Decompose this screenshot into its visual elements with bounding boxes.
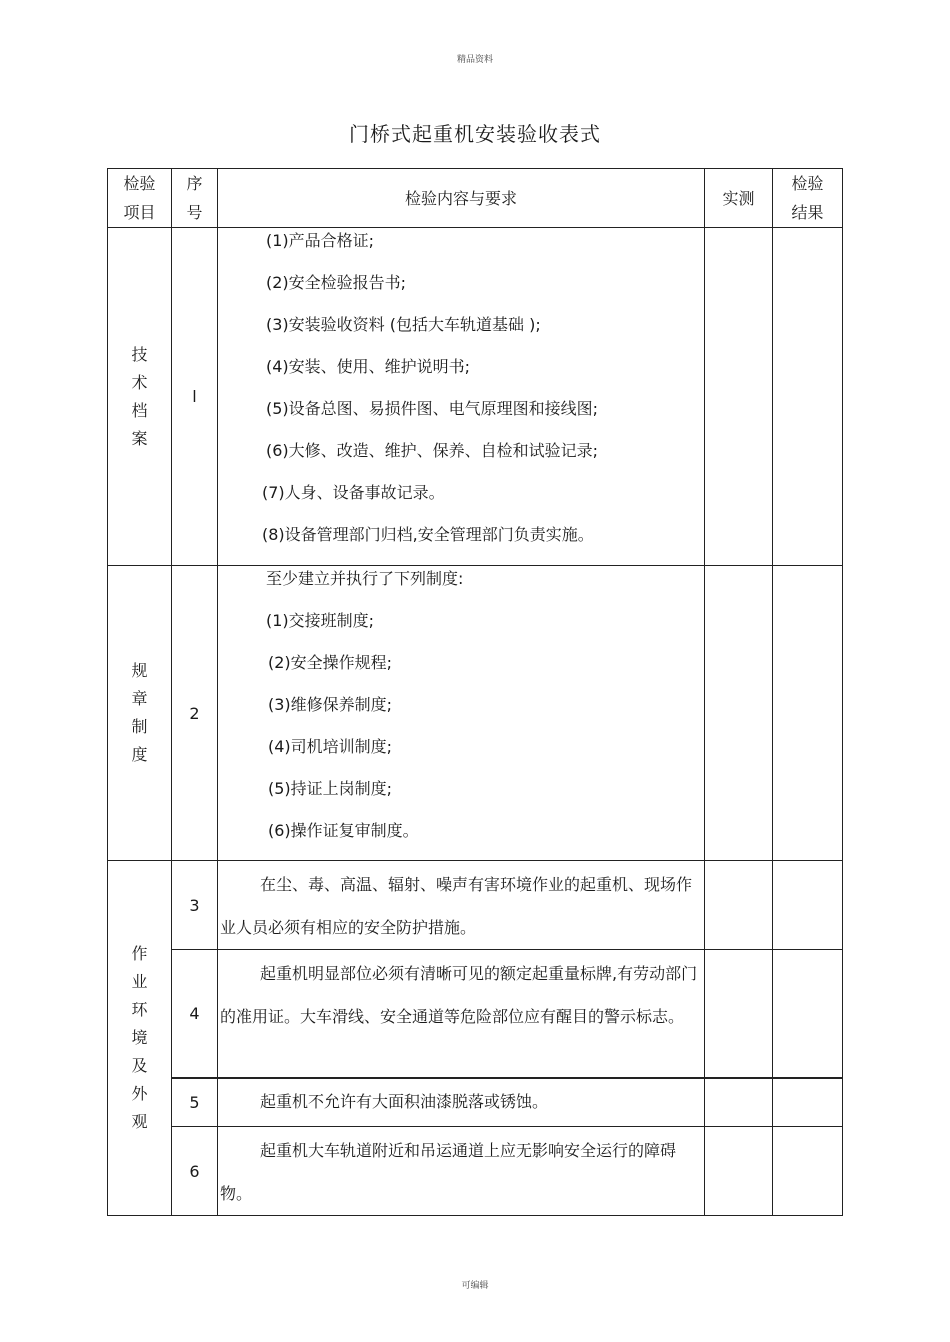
list-item: (5)设备总图、易损件图、电气原理图和接线图; (266, 399, 599, 418)
result-cell (773, 566, 843, 861)
header-seq: 序 号 (172, 169, 218, 228)
paragraph-first-line: 在尘、毒、高温、辐射、噪声有害环境作业的起重 (260, 875, 613, 894)
paragraph-rest: 机、现场作业人员必须有相应的安全防护措施。 (220, 875, 693, 937)
measured-cell (705, 566, 773, 861)
list-item: (3)维修保养制度; (268, 695, 393, 714)
seq-cell: 2 (172, 566, 218, 861)
list-item: 至少建立并执行了下列制度: (266, 569, 464, 588)
table-row (108, 566, 843, 861)
paragraph-first-line: 起重机大车轨道附近和吊运通道上应无影响安全 (260, 1141, 597, 1160)
content-cell (218, 1127, 705, 1216)
measured-cell (705, 861, 773, 950)
list-item: (6)大修、改造、维护、保养、自检和试验记录; (266, 441, 599, 460)
content-cell (218, 228, 705, 566)
measured-cell (705, 228, 773, 566)
seq-cell: 3 (172, 861, 218, 950)
header-measured: 实测 (705, 169, 773, 228)
list-item: (3)安装验收资料 (包括大车轨道基础 ); (266, 315, 541, 334)
list-item: (4)司机培训制度; (268, 737, 393, 756)
list-item: (6)操作证复审制度。 (268, 821, 419, 840)
list-item: (7)人身、设备事故记录。 (262, 483, 445, 502)
header-category: 检验 项目 (108, 169, 172, 228)
list-item: (2)安全检验报告书; (266, 273, 407, 292)
header-content: 检验内容与要求 (218, 169, 705, 228)
category-cell: 作 业 环 境 及 外 观 (108, 861, 172, 1216)
content-cell (218, 950, 705, 1078)
paragraph-first-line: 起重机不允许有大面积油漆脱落或锈蚀。 (260, 1092, 549, 1112)
seq-cell: 4 (172, 950, 218, 1078)
seq-cell: 6 (172, 1127, 218, 1216)
table-row (108, 1078, 843, 1127)
table-row (108, 950, 843, 1078)
measured-cell (705, 1078, 773, 1127)
content-cell (218, 1078, 705, 1127)
result-cell (773, 861, 843, 950)
header-row (108, 169, 843, 228)
list-item: (4)安装、使用、维护说明书; (266, 357, 471, 376)
category-cell: 技 术 档 案 (108, 228, 172, 566)
seq-cell: 5 (172, 1078, 218, 1127)
result-cell (773, 1078, 843, 1127)
inspection-table (107, 168, 843, 1216)
content-cell (218, 566, 705, 861)
table-row (108, 1127, 843, 1216)
measured-cell (705, 1127, 773, 1216)
category-cell: 规 章 制 度 (108, 566, 172, 861)
list-item: (1)交接班制度; (266, 611, 375, 630)
paragraph-first-line: 起重机明显部位必须有清晰可见的额定起重量标 (260, 964, 597, 983)
result-cell (773, 228, 843, 566)
page-header-note: 精品资料 (456, 55, 493, 65)
measured-cell (705, 950, 773, 1078)
page-footer-note: 可编辑 (461, 1281, 489, 1291)
content-cell (218, 861, 705, 950)
list-item: (2)安全操作规程; (268, 653, 393, 672)
header-result: 检验 结果 (773, 169, 843, 228)
result-cell (773, 1127, 843, 1216)
list-item: (5)持证上岗制度; (268, 779, 393, 798)
table-row (108, 861, 843, 950)
seq-cell: l (172, 228, 218, 566)
paragraph-rest: 运行的障碍物。 (220, 1141, 677, 1203)
list-item: (8)设备管理部门归档,安全管理部门负责实施。 (262, 525, 594, 544)
result-cell (773, 950, 843, 1078)
list-item: (1)产品合格证; (266, 231, 375, 250)
paragraph-rest: 牌,有劳动部门的准用证。大车滑线、安全通道等危险部位应有醒目的警示标志。 (220, 964, 698, 1026)
document-title: 门桥式起重机安装验收表式 (349, 122, 601, 146)
table-row (108, 228, 843, 566)
